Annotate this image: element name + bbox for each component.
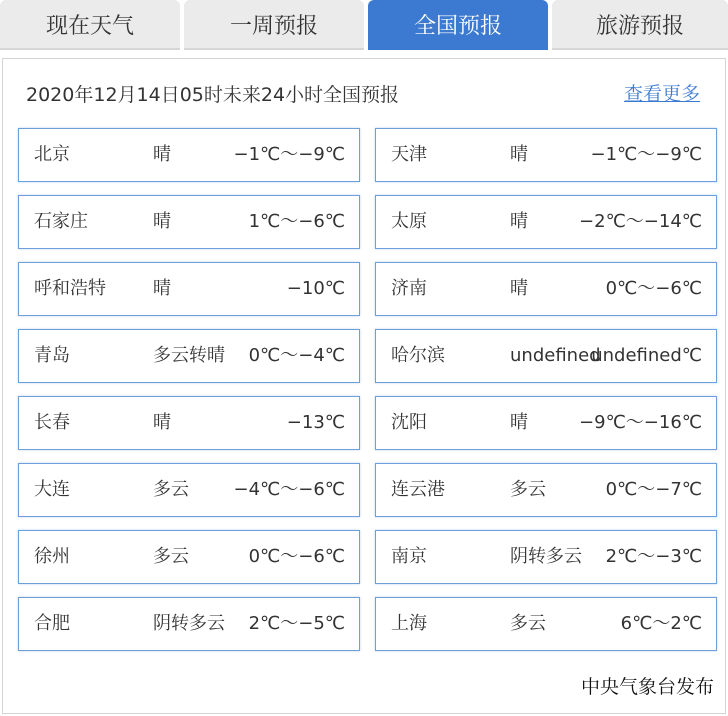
city-card xyxy=(18,128,360,182)
view-more-link[interactable]: 查看更多 xyxy=(624,83,701,105)
city-weather: 多云 xyxy=(153,546,189,567)
city-weather: 晴 xyxy=(510,412,528,433)
city-weather: 晴 xyxy=(153,278,171,299)
city-card xyxy=(375,530,717,584)
tab-travel-forecast[interactable]: 旅游预报 xyxy=(552,0,728,50)
city-weather: 多云 xyxy=(510,613,546,634)
city-card xyxy=(18,530,360,584)
city-name: 连云港 xyxy=(391,479,445,500)
city-temperature: undefined℃ xyxy=(591,345,702,366)
city-name: 济南 xyxy=(391,278,427,299)
city-name: 上海 xyxy=(391,613,427,634)
city-temperature: −4℃～−6℃ xyxy=(233,479,345,500)
city-card xyxy=(375,329,717,383)
city-card xyxy=(375,396,717,450)
city-temperature: 6℃～2℃ xyxy=(620,613,702,634)
tab-bar xyxy=(0,0,728,50)
city-weather: undefined xyxy=(510,345,601,366)
city-weather: 多云转晴 xyxy=(153,345,225,366)
tab-current-weather[interactable]: 现在天气 xyxy=(0,0,180,50)
city-weather: 多云 xyxy=(510,479,546,500)
city-card xyxy=(18,195,360,249)
city-card xyxy=(375,195,717,249)
city-name: 石家庄 xyxy=(34,211,88,232)
city-name: 北京 xyxy=(34,144,70,165)
city-weather: 晴 xyxy=(510,211,528,232)
city-temperature: 0℃～−6℃ xyxy=(248,546,345,567)
city-name: 徐州 xyxy=(34,546,70,567)
city-temperature: −1℃～−9℃ xyxy=(590,144,702,165)
city-name: 大连 xyxy=(34,479,70,500)
city-name: 南京 xyxy=(391,546,427,567)
city-temperature: −9℃～−16℃ xyxy=(579,412,702,433)
tab-national-forecast[interactable]: 全国预报 xyxy=(368,0,548,50)
city-card xyxy=(375,262,717,316)
city-card xyxy=(18,597,360,651)
city-temperature: 1℃～−6℃ xyxy=(248,211,345,232)
city-temperature: −13℃ xyxy=(286,412,345,433)
city-card xyxy=(18,262,360,316)
city-name: 哈尔滨 xyxy=(391,345,445,366)
city-temperature: −1℃～−9℃ xyxy=(233,144,345,165)
city-card xyxy=(18,463,360,517)
city-temperature: 0℃～−4℃ xyxy=(248,345,345,366)
city-name: 青岛 xyxy=(34,345,70,366)
city-temperature: 2℃～−3℃ xyxy=(605,546,702,567)
city-weather: 晴 xyxy=(510,278,528,299)
city-temperature: 0℃～−7℃ xyxy=(605,479,702,500)
tab-weekly-forecast[interactable]: 一周预报 xyxy=(184,0,364,50)
city-temperature: −2℃～−14℃ xyxy=(579,211,702,232)
city-temperature: 2℃～−5℃ xyxy=(248,613,345,634)
publisher-label: 中央气象台发布 xyxy=(580,676,714,698)
city-card xyxy=(375,597,717,651)
city-card xyxy=(18,329,360,383)
city-name: 呼和浩特 xyxy=(34,278,106,299)
city-name: 长春 xyxy=(34,412,70,433)
city-weather: 晴 xyxy=(153,412,171,433)
city-card xyxy=(375,463,717,517)
city-weather: 阴转多云 xyxy=(153,613,225,634)
forecast-title: 2020年12月14日05时未来24小时全国预报 xyxy=(26,84,400,106)
city-name: 合肥 xyxy=(34,613,70,634)
city-card xyxy=(375,128,717,182)
city-weather: 晴 xyxy=(510,144,528,165)
city-weather: 晴 xyxy=(153,144,171,165)
city-temperature: −10℃ xyxy=(286,278,345,299)
city-name: 太原 xyxy=(391,211,427,232)
city-weather: 多云 xyxy=(153,479,189,500)
city-name: 沈阳 xyxy=(391,412,427,433)
city-card xyxy=(18,396,360,450)
city-temperature: 0℃～−6℃ xyxy=(605,278,702,299)
city-name: 天津 xyxy=(391,144,427,165)
city-weather: 晴 xyxy=(153,211,171,232)
city-weather: 阴转多云 xyxy=(510,546,582,567)
